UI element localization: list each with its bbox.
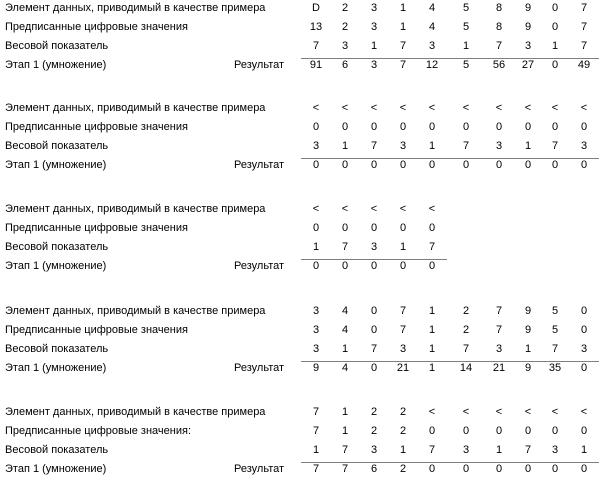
table-cell: 0 xyxy=(551,463,559,475)
table-cell: 1 xyxy=(341,343,349,355)
table-cell: 0 xyxy=(462,425,470,437)
table-cell: 2 xyxy=(370,406,378,418)
table-cell: 6 xyxy=(341,59,349,71)
table-cell: 7 xyxy=(399,324,407,336)
table-cell: 91 xyxy=(309,59,323,71)
result-label: Результат xyxy=(234,260,285,272)
table-cell: 7 xyxy=(551,140,559,152)
table-cell: 2 xyxy=(399,406,407,418)
table-cell: 3 xyxy=(580,343,588,355)
row-label: Этап 1 (умножение) xyxy=(5,463,107,475)
table-cell: 1 xyxy=(462,40,470,52)
table-cell: 3 xyxy=(551,444,559,456)
table-row xyxy=(0,0,605,19)
row-label: Элемент данных, приводимый в качестве примера xyxy=(5,2,266,14)
table-row xyxy=(0,423,605,442)
table-cell: 5 xyxy=(462,2,470,14)
table-row xyxy=(0,341,605,360)
table-cell: 2 xyxy=(399,463,407,475)
table-cell: 5 xyxy=(462,59,470,71)
table-cell: 7 xyxy=(341,241,349,253)
table-cell: 7 xyxy=(428,241,436,253)
table-cell: 0 xyxy=(462,121,470,133)
table-cell: 7 xyxy=(399,40,407,52)
table-cell: 1 xyxy=(495,444,503,456)
table-row xyxy=(0,461,605,480)
table-cell: 9 xyxy=(524,362,532,374)
row-label: Весовой показатель xyxy=(5,343,109,355)
result-label: Результат xyxy=(234,362,285,374)
table-cell: 21 xyxy=(396,362,410,374)
table-cell: 0 xyxy=(341,121,349,133)
table-cell: 3 xyxy=(580,140,588,152)
table-cell: 0 xyxy=(428,425,436,437)
result-label: Результат xyxy=(234,463,285,475)
table-row xyxy=(0,138,605,157)
table-cell: < xyxy=(462,102,470,114)
table-cell: 3 xyxy=(399,140,407,152)
table-cell: 0 xyxy=(341,222,349,234)
table-cell: 9 xyxy=(524,305,532,317)
table-cell: 4 xyxy=(341,305,349,317)
table-cell: 7 xyxy=(370,140,378,152)
table-cell: 0 xyxy=(524,463,532,475)
row-label: Этап 1 (умножение) xyxy=(5,260,107,272)
table-cell: 0 xyxy=(551,121,559,133)
table-cell: < xyxy=(580,406,588,418)
table-cell: 7 xyxy=(399,59,407,71)
table-cell: 2 xyxy=(462,324,470,336)
row-label: Предписанные цифровые значения xyxy=(5,121,188,133)
table-cell: 0 xyxy=(341,159,349,171)
table-cell: 0 xyxy=(580,324,588,336)
table-row xyxy=(0,157,605,176)
table-cell: 2 xyxy=(341,21,349,33)
table-cell: 1 xyxy=(524,140,532,152)
table-cell: 27 xyxy=(521,59,535,71)
table-cell: 0 xyxy=(428,222,436,234)
table-cell: 0 xyxy=(428,260,436,272)
row-label: Предписанные цифровые значения xyxy=(5,222,188,234)
row-label: Предписанные цифровые значения xyxy=(5,21,188,33)
sum-divider xyxy=(301,259,447,260)
table-cell: 4 xyxy=(428,2,436,14)
table-cell: 7 xyxy=(312,406,320,418)
table-cell: 0 xyxy=(370,324,378,336)
table-cell: 0 xyxy=(524,425,532,437)
row-label: Элемент данных, приводимый в качестве примера xyxy=(5,305,266,317)
table-cell: 0 xyxy=(399,159,407,171)
row-label: Элемент данных, приводимый в качестве примера xyxy=(5,203,266,215)
table-cell: 0 xyxy=(551,59,559,71)
table-cell: 7 xyxy=(580,2,588,14)
table-cell: 0 xyxy=(495,159,503,171)
table-cell: 7 xyxy=(580,21,588,33)
table-cell: 49 xyxy=(577,59,591,71)
table-cell: < xyxy=(428,102,436,114)
table-cell: 1 xyxy=(524,343,532,355)
table-cell: 0 xyxy=(524,159,532,171)
table-cell: 0 xyxy=(341,260,349,272)
table-cell: < xyxy=(495,406,503,418)
table-cell: 0 xyxy=(580,425,588,437)
table-cell: < xyxy=(551,102,559,114)
row-label: Предписанные цифровые значения xyxy=(5,324,188,336)
table-row xyxy=(0,360,605,379)
table-cell: 7 xyxy=(580,40,588,52)
table-cell: 1 xyxy=(399,21,407,33)
result-label: Результат xyxy=(234,159,285,171)
sum-divider xyxy=(301,361,599,362)
table-row xyxy=(0,303,605,322)
table-cell: 1 xyxy=(312,241,320,253)
table-cell: 4 xyxy=(341,362,349,374)
row-label: Этап 1 (умножение) xyxy=(5,159,107,171)
table-cell: 7 xyxy=(428,444,436,456)
table-row xyxy=(0,258,605,277)
table-cell: 0 xyxy=(495,463,503,475)
table-cell: 3 xyxy=(370,2,378,14)
table-cell: 0 xyxy=(580,159,588,171)
row-label: Весовой показатель xyxy=(5,444,109,456)
table-cell: 2 xyxy=(341,2,349,14)
table-cell: 3 xyxy=(462,444,470,456)
table-cell: 5 xyxy=(551,324,559,336)
table-cell: 1 xyxy=(399,241,407,253)
table-cell: 7 xyxy=(495,324,503,336)
table-cell: 0 xyxy=(399,121,407,133)
result-label: Результат xyxy=(234,59,285,71)
table-cell: 5 xyxy=(551,305,559,317)
table-cell: 3 xyxy=(341,40,349,52)
table-cell: 7 xyxy=(462,343,470,355)
table-cell: < xyxy=(312,203,320,215)
table-cell: 0 xyxy=(370,222,378,234)
table-cell: 0 xyxy=(312,260,320,272)
table-cell: < xyxy=(462,406,470,418)
table-row xyxy=(0,322,605,341)
table-cell: 3 xyxy=(370,21,378,33)
table-cell: < xyxy=(428,406,436,418)
row-label: Элемент данных, приводимый в качестве примера xyxy=(5,102,266,114)
table-cell: 21 xyxy=(492,362,506,374)
table-cell: 12 xyxy=(425,59,439,71)
table-cell: 8 xyxy=(495,2,503,14)
row-label: Элемент данных, приводимый в качестве примера xyxy=(5,406,266,418)
table-row xyxy=(0,442,605,461)
table-cell: 0 xyxy=(370,362,378,374)
table-cell: 1 xyxy=(428,140,436,152)
table-row xyxy=(0,19,605,38)
table-cell: < xyxy=(312,102,320,114)
table-cell: 3 xyxy=(524,40,532,52)
table-cell: 0 xyxy=(312,121,320,133)
table-cell: 1 xyxy=(551,40,559,52)
table-cell: 0 xyxy=(580,305,588,317)
table-cell: 0 xyxy=(370,121,378,133)
table-cell: 0 xyxy=(428,159,436,171)
table-cell: 5 xyxy=(462,21,470,33)
table-cell: 0 xyxy=(551,425,559,437)
table-cell: 0 xyxy=(312,159,320,171)
sum-divider xyxy=(301,158,599,159)
table-cell: 0 xyxy=(428,121,436,133)
table-cell: 0 xyxy=(370,159,378,171)
table-cell: 0 xyxy=(580,362,588,374)
table-cell: 56 xyxy=(492,59,506,71)
table-cell: 0 xyxy=(399,222,407,234)
table-cell: 1 xyxy=(399,2,407,14)
table-cell: 1 xyxy=(428,343,436,355)
table-cell: 7 xyxy=(551,343,559,355)
table-cell: 3 xyxy=(370,444,378,456)
table-cell: < xyxy=(428,203,436,215)
table-cell: 3 xyxy=(495,140,503,152)
table-cell: 0 xyxy=(370,305,378,317)
table-row xyxy=(0,239,605,258)
table-cell: 3 xyxy=(370,241,378,253)
table-cell: 13 xyxy=(309,21,323,33)
row-label: Весовой показатель xyxy=(5,40,109,52)
table-cell: < xyxy=(399,203,407,215)
table-cell: 14 xyxy=(459,362,473,374)
table-cell: < xyxy=(551,406,559,418)
table-row xyxy=(0,220,605,239)
table-cell: 2 xyxy=(462,305,470,317)
table-cell: 1 xyxy=(341,425,349,437)
table-cell: 7 xyxy=(399,305,407,317)
table-cell: 8 xyxy=(495,21,503,33)
table-row xyxy=(0,100,605,119)
table-cell: < xyxy=(524,406,532,418)
table-cell: 7 xyxy=(312,463,320,475)
table-cell: D xyxy=(312,2,320,14)
table-cell: 0 xyxy=(551,159,559,171)
table-cell: 3 xyxy=(312,324,320,336)
table-cell: 3 xyxy=(495,343,503,355)
table-cell: 3 xyxy=(312,140,320,152)
table-cell: 0 xyxy=(580,121,588,133)
row-label: Этап 1 (умножение) xyxy=(5,59,107,71)
table-cell: 0 xyxy=(551,2,559,14)
table-cell: 0 xyxy=(399,260,407,272)
table-cell: 3 xyxy=(399,343,407,355)
table-cell: 1 xyxy=(341,140,349,152)
table-cell: 3 xyxy=(428,40,436,52)
table-cell: 0 xyxy=(551,21,559,33)
table-cell: 1 xyxy=(580,444,588,456)
row-label: Весовой показатель xyxy=(5,140,109,152)
table-cell: 7 xyxy=(495,305,503,317)
table-cell: 0 xyxy=(495,121,503,133)
table-cell: 35 xyxy=(548,362,562,374)
table-row xyxy=(0,201,605,220)
table-cell: 0 xyxy=(495,425,503,437)
table-cell: 0 xyxy=(428,463,436,475)
table-row xyxy=(0,404,605,423)
table-row xyxy=(0,57,605,76)
table-cell: 3 xyxy=(370,59,378,71)
table-cell: 7 xyxy=(370,343,378,355)
table-cell: 7 xyxy=(341,444,349,456)
table-cell: 1 xyxy=(428,324,436,336)
table-cell: 2 xyxy=(370,425,378,437)
row-label: Этап 1 (умножение) xyxy=(5,362,107,374)
table-row xyxy=(0,119,605,138)
table-row xyxy=(0,38,605,57)
table-cell: 1 xyxy=(341,406,349,418)
table-cell: 1 xyxy=(399,444,407,456)
table-cell: < xyxy=(370,102,378,114)
row-label: Весовой показатель xyxy=(5,241,109,253)
table-cell: 7 xyxy=(524,444,532,456)
table-cell: 0 xyxy=(462,463,470,475)
table-cell: 7 xyxy=(312,425,320,437)
table-cell: 4 xyxy=(428,21,436,33)
table-cell: 0 xyxy=(462,159,470,171)
table-cell: 0 xyxy=(580,463,588,475)
table-cell: < xyxy=(524,102,532,114)
table-cell: 1 xyxy=(428,362,436,374)
table-cell: 4 xyxy=(341,324,349,336)
sum-divider xyxy=(301,58,599,59)
table-cell: 7 xyxy=(462,140,470,152)
table-cell: < xyxy=(370,203,378,215)
table-cell: 0 xyxy=(524,121,532,133)
table-cell: 1 xyxy=(312,444,320,456)
table-cell: < xyxy=(580,102,588,114)
table-cell: 6 xyxy=(370,463,378,475)
table-cell: 9 xyxy=(524,324,532,336)
sum-divider xyxy=(301,462,599,463)
table-cell: < xyxy=(495,102,503,114)
table-cell: 0 xyxy=(370,260,378,272)
table-cell: < xyxy=(399,102,407,114)
table-cell: 0 xyxy=(312,222,320,234)
table-cell: 2 xyxy=(399,425,407,437)
table-cell: < xyxy=(341,102,349,114)
table-cell: 9 xyxy=(312,362,320,374)
table-cell: 1 xyxy=(428,305,436,317)
table-cell: 3 xyxy=(312,305,320,317)
table-cell: 9 xyxy=(524,2,532,14)
row-label: Предписанные цифровые значения: xyxy=(5,425,191,437)
table-cell: 9 xyxy=(524,21,532,33)
table-cell: < xyxy=(341,203,349,215)
table-cell: 7 xyxy=(495,40,503,52)
table-cell: 3 xyxy=(312,343,320,355)
table-cell: 7 xyxy=(341,463,349,475)
table-cell: 7 xyxy=(312,40,320,52)
table-cell: 1 xyxy=(370,40,378,52)
